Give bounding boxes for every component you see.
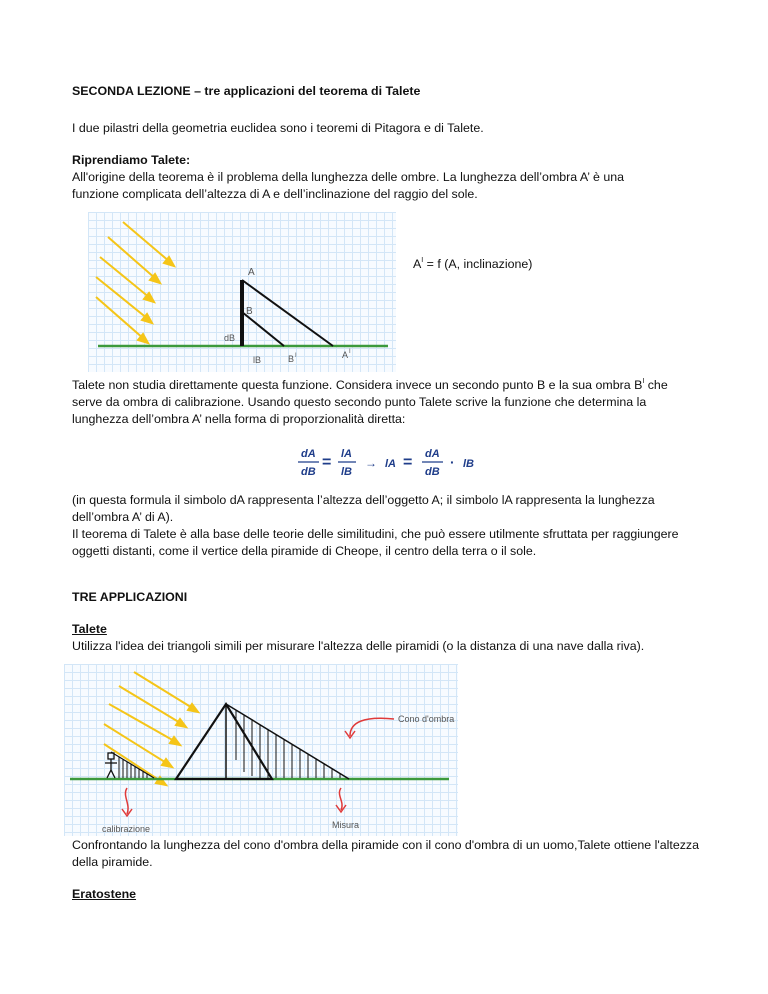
pyramid-diagram — [64, 664, 458, 836]
label-B-shadow: B — [288, 354, 295, 364]
eq-arrow: → — [365, 456, 377, 470]
subsection-title-eratostene: Eratostene — [72, 887, 137, 901]
calibration-arrow — [122, 788, 132, 816]
similitude-paragraph: Il teorema di Talete è alla base delle teorie delle similitudini, che può essere utilmente sfruttata per raggiungere oggetti distanti, come il vertice della piramide di Cheope, il centro della terra o il sole. — [72, 527, 679, 558]
eq-den1: dB — [301, 466, 316, 478]
pyramid-conclusion: Confrontando la lunghezza del cono d'ombra della piramide con il cono d'ombra di un uomo,Talete ottiene l'altezza della piramide. — [72, 838, 700, 869]
lesson-heading: SECONDA LEZIONE – tre applicazioni del teorema di Talete — [72, 84, 421, 98]
pyramid-shadow-hatch — [236, 710, 340, 778]
eq-op: · — [450, 454, 455, 470]
label-A-shadow: A — [342, 350, 349, 360]
label-dB: dB — [224, 333, 236, 343]
label-B-sup: I — [295, 353, 297, 359]
man-shadow-hatch — [119, 757, 147, 778]
talete-body: Utilizza l'idea dei triangoli simili per misurare l'altezza delle piramidi (o la distanza di una nave dalla riva). — [72, 639, 645, 653]
equation-svg — [295, 443, 515, 483]
eq-den2: lB — [341, 466, 352, 478]
calibration-paragraph: Talete non studia direttamente questa funzione. Considera invece un secondo punto B e la sua ombra $B^I$ che serve da ombra di calibrazione. Usando questo secondo punto Talete scrive la funzione che determina la lunghezza dell’ombra A’ nella forma di proporzionalità diretta: — [72, 378, 668, 426]
eq-num1: dA — [301, 448, 316, 460]
measure-label: Misura — [332, 820, 360, 830]
formula-explanation: (in questa formula il simbolo dA rappresenta l’altezza dell’oggetto A; il simbolo lA rappresenta la lunghezza dell’ombra A’ di A). — [72, 493, 655, 524]
eq-eq2: = — [403, 454, 413, 471]
section-title-applications: TRE APPLICAZIONI — [72, 590, 188, 604]
section-body-shadows: All'origine della teorema è il problema della lunghezza delle ombre. La lunghezza dell’ombra A’ è una funzione complicata dell’altezza di A e dell’inclinazione del raggio del sole. — [72, 170, 625, 201]
eq-lhs: lA — [385, 458, 396, 470]
label-A: A — [248, 267, 255, 278]
measure-arrow — [336, 788, 346, 812]
shadow-function-formula: $A^I = f$ (A, inclinazione) — [413, 257, 533, 271]
section-title-riprendiamo: Riprendiamo Talete: — [72, 153, 191, 167]
cone-label: Cono d'ombra — [398, 714, 455, 724]
eq-eq1: = — [322, 454, 332, 471]
ray-A — [242, 280, 333, 346]
man-figure — [105, 753, 117, 778]
eq-num2: lA — [341, 448, 352, 460]
eq-num3: dA — [425, 448, 440, 460]
label-lB: lB — [253, 355, 262, 365]
calibration-label: calibrazione — [102, 824, 151, 834]
label-B: B — [246, 306, 253, 317]
man-shadow-line — [111, 752, 154, 778]
subsection-title-talete: Talete — [72, 622, 107, 636]
shadow-diagram-svg — [88, 212, 396, 372]
sun-rays — [96, 222, 174, 343]
intro-paragraph: I due pilastri della geometria euclidea sono i teoremi di Pitagora e di Talete. — [72, 121, 484, 135]
proportion-equation — [295, 443, 515, 483]
label-A-sup: I — [349, 349, 351, 355]
eq-den3: dB — [425, 466, 440, 478]
cone-annotation-arrow — [345, 718, 394, 738]
shadow-diagram — [88, 212, 396, 372]
ray-B — [242, 312, 284, 346]
pyramid — [176, 704, 272, 779]
eq-last: lB — [463, 458, 474, 470]
pyramid-diagram-svg — [64, 664, 458, 836]
